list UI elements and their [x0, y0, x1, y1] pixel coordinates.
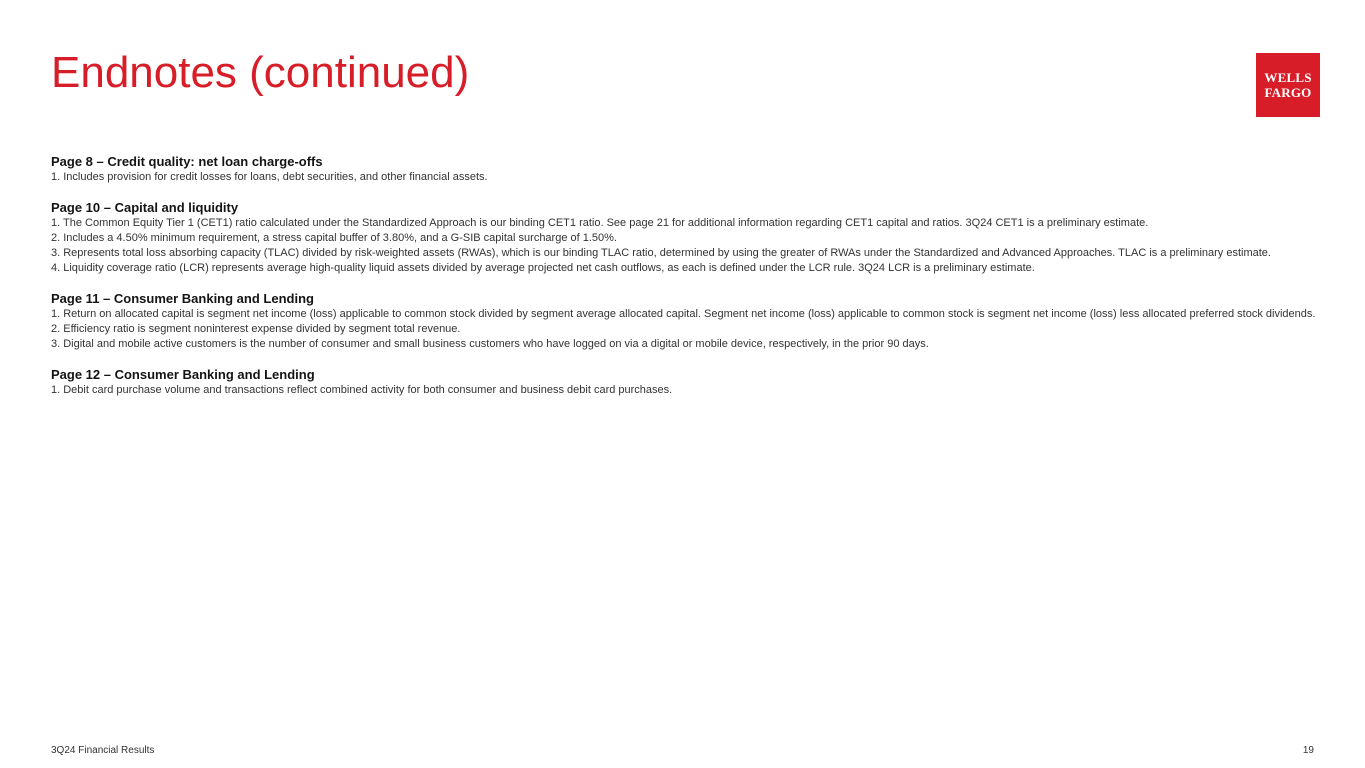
footer-document-title: 3Q24 Financial Results [51, 745, 155, 756]
endnote-item: 1. The Common Equity Tier 1 (CET1) ratio calculated under the Standardized Approach is our binding CET1 ratio. See page 21 for additional information regarding CET1 capital and ratios. 3Q24 CET1 is a preliminary estimate. [51, 217, 1149, 229]
endnote-section-page-10 [51, 199, 1319, 276]
endnote-section-page-8 [51, 153, 1319, 185]
endnote-item: 2. Includes a 4.50% minimum requirement, a stress capital buffer of 3.80%, and a G-SIB capital surcharge of 1.50%. [51, 232, 617, 244]
page-title: Endnotes (continued) [51, 48, 470, 97]
endnote-item: 3. Represents total loss absorbing capacity (TLAC) divided by risk-weighted assets (RWAs), which is our binding TLAC ratio, determined by using the greater of RWAs under the Standardized and Advanced Approaches. TLAC is a preliminary estimate. [51, 247, 1271, 259]
section-heading: Page 10 – Capital and liquidity [51, 200, 239, 215]
footer-page-number: 19 [1302, 745, 1314, 756]
endnotes-content [51, 153, 1319, 412]
endnote-item: 2. Efficiency ratio is segment noninterest expense divided by segment total revenue. [51, 323, 461, 335]
section-heading: Page 11 – Consumer Banking and Lending [51, 291, 314, 306]
wells-fargo-logo [1256, 53, 1320, 117]
endnote-section-page-11 [51, 290, 1319, 352]
logo-line-2: FARGO [1264, 85, 1312, 100]
endnote-item: 1. Return on allocated capital is segment net income (loss) applicable to common stock divided by segment average allocated capital. Segment net income (loss) applicable to common stock is segment net income (loss) less allocated preferred stock dividends. [51, 308, 1316, 320]
endnote-item: 1. Debit card purchase volume and transactions reflect combined activity for both consumer and business debit card purchases. [51, 384, 673, 396]
section-heading: Page 12 – Consumer Banking and Lending [51, 367, 315, 382]
logo-line-1: WELLS [1264, 70, 1312, 85]
endnote-item: 4. Liquidity coverage ratio (LCR) represents average high-quality liquid assets divided by average projected net cash outflows, as each is defined under the LCR rule. 3Q24 LCR is a preliminary estimate. [51, 262, 1035, 274]
endnote-item: 3. Digital and mobile active customers is the number of consumer and small business customers who have logged on via a digital or mobile device, respectively, in the prior 90 days. [51, 338, 929, 350]
section-heading: Page 8 – Credit quality: net loan charge-offs [51, 154, 323, 169]
endnote-item: 1. Includes provision for credit losses for loans, debt securities, and other financial assets. [51, 171, 488, 183]
endnote-section-page-12 [51, 366, 1319, 398]
